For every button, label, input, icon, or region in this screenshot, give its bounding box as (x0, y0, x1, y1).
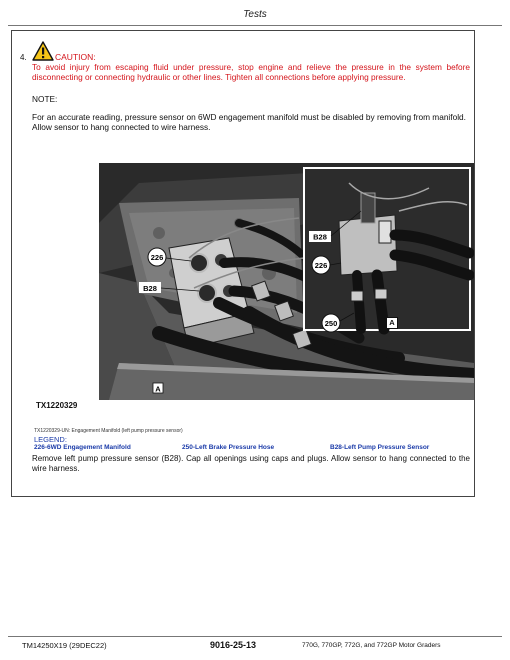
inset-callout-250: 250 (324, 319, 338, 328)
footer-page-number: 9016-25-13 (210, 640, 257, 650)
photo-figure (99, 163, 474, 400)
detail-inset (304, 168, 470, 332)
page-header-title: Tests (243, 9, 267, 20)
callout-a: A (155, 384, 161, 394)
photo-id: TX1220329 (36, 401, 78, 410)
note-text: For an accurate reading, pressure sensor on 6WD engagement manifold must be disabled by removing from manifold. Allow sensor to hang connected to wire harness. (32, 112, 466, 132)
legend-title: LEGEND: (34, 435, 67, 444)
callout-b28: B28 (143, 284, 157, 293)
footer-models: 770G, 770GP, 772G, and 772GP Motor Graders (302, 642, 441, 649)
legend-item: B28-Left Pump Pressure Sensor (330, 444, 430, 451)
header-rule (8, 25, 502, 26)
note-label: NOTE: (32, 94, 58, 104)
legend-item: 226-6WD Engagement Manifold (34, 444, 131, 451)
caution-label: CAUTION: (55, 52, 96, 62)
caution-text: To avoid injury from escaping fluid under pressure, stop engine and relieve the pressure in the system before disconnecting or connecting hydraulic or other lines. Tighten all connections before applying pressure. (32, 62, 470, 82)
footer-rule (8, 636, 502, 637)
figure-caption: TX1220329-UN: Engagement Manifold (left pump pressure sensor) (34, 428, 183, 434)
inset-callout-226: 226 (314, 261, 328, 270)
step-box (11, 30, 475, 497)
step-number: 4. (20, 53, 27, 62)
footer-doc-id: TM14250X19 (29DEC22) (22, 641, 107, 650)
engagement-manifold-photo (99, 163, 474, 400)
callout-226: 226 (150, 253, 164, 262)
warning-triangle-icon (32, 41, 54, 61)
procedure-text: Remove left pump pressure sensor (B28). Cap all openings using caps and plugs. Allow sensor to hang connected to the wire harness. (32, 454, 470, 473)
legend-item: 250-Left Brake Pressure Hose (182, 444, 275, 451)
inset-callout-a: A (386, 317, 398, 329)
inset-callout-b28: B28 (313, 232, 327, 242)
